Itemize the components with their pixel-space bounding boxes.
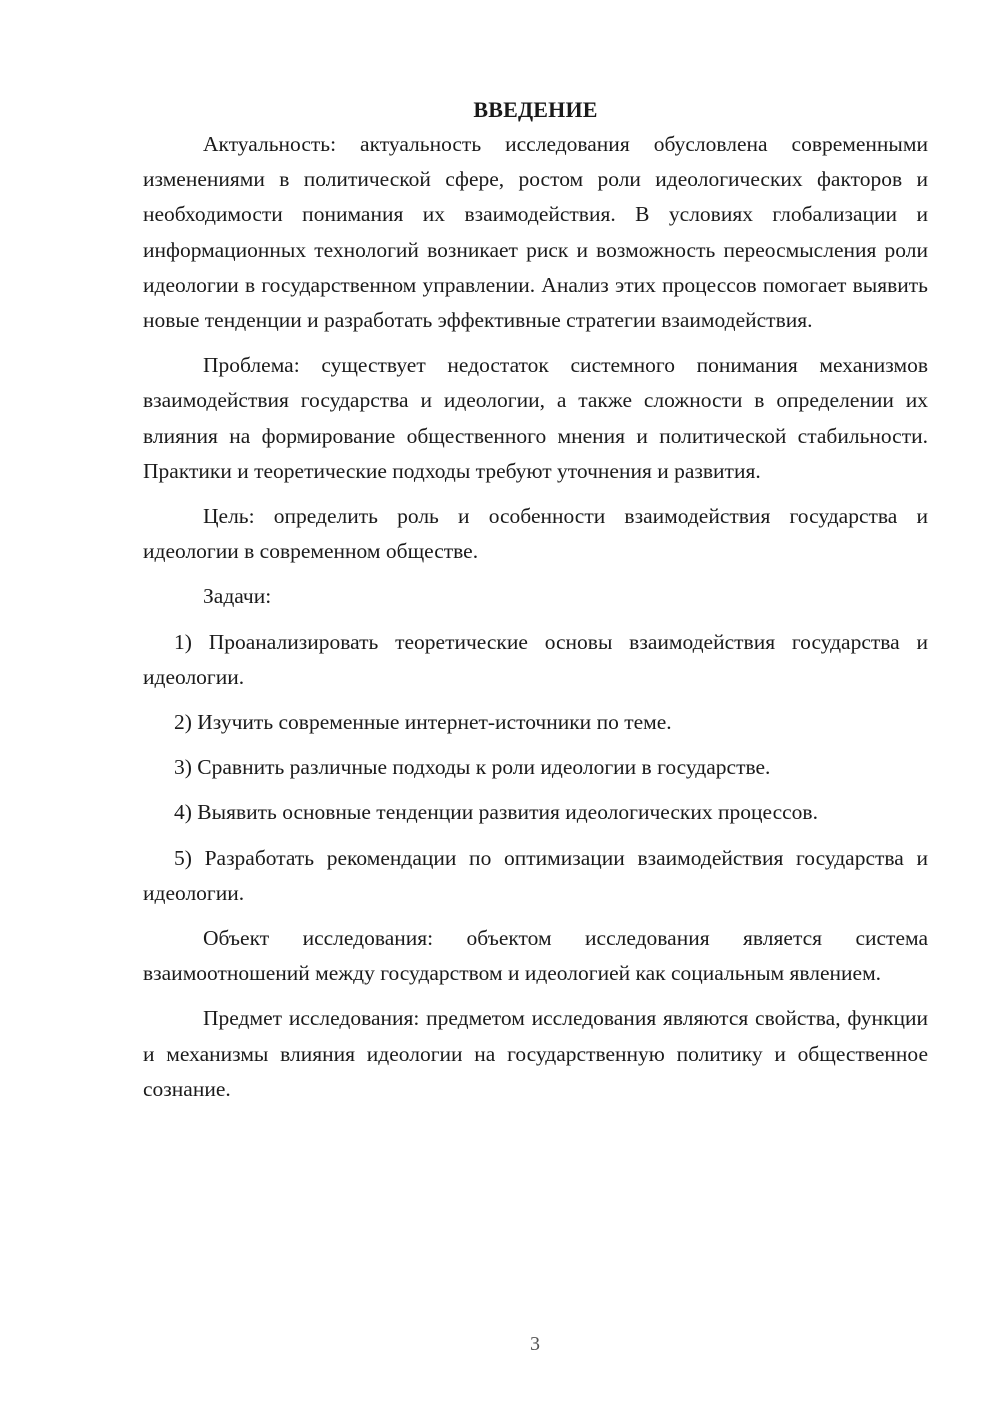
paragraph-object: Объект исследования: объектом исследования является система взаимоотношений между государством и идеологией как социальным явлением. [143, 926, 928, 986]
task-item-2: 2) Изучить современные интернет-источники по теме. [174, 710, 672, 735]
paragraph-subject: Предмет исследования: предметом исследования являются свойства, функции и механизмы влияния идеологии на государственную политику и общественное сознание. [143, 1006, 928, 1101]
task-item-5: 5) Разработать рекомендации по оптимизации взаимодействия государства и идеологии. [143, 845, 928, 905]
task-item-4: 4) Выявить основные тенденции развития идеологических процессов. [174, 800, 818, 825]
page-number: 3 [530, 1333, 540, 1355]
paragraph-relevance: Актуальность: актуальность исследования обусловлена современными изменениями в политической сфере, ростом роли идеологических факторов и необходимости понимания их взаимодействия. В условиях глобализации и информационных технологий возникает риск и возможность переосмысления роли идеологии в государственном управлении. Анализ этих процессов помогает выявить новые тенденции и разработать эффективные стратегии взаимодействия. [143, 132, 928, 333]
task-item-1: 1) Проанализировать теоретические основы взаимодействия государства и идеологии. [143, 629, 928, 689]
paragraph-problem: Проблема: существует недостаток системного понимания механизмов взаимодействия государства и идеологии, а также сложности в определении их влияния на формирование общественного мнения и политической стабильности. Практики и теоретические подходы требуют уточнения и развития. [143, 353, 928, 483]
tasks-heading: Задачи: [203, 584, 272, 609]
paragraph-goal: Цель: определить роль и особенности взаимодействия государства и идеологии в современном обществе. [143, 504, 928, 564]
section-title: ВВЕДЕНИЕ [473, 97, 598, 122]
page-body [143, 92, 928, 1107]
task-item-3: 3) Сравнить различные подходы к роли идеологии в государстве. [174, 755, 771, 780]
